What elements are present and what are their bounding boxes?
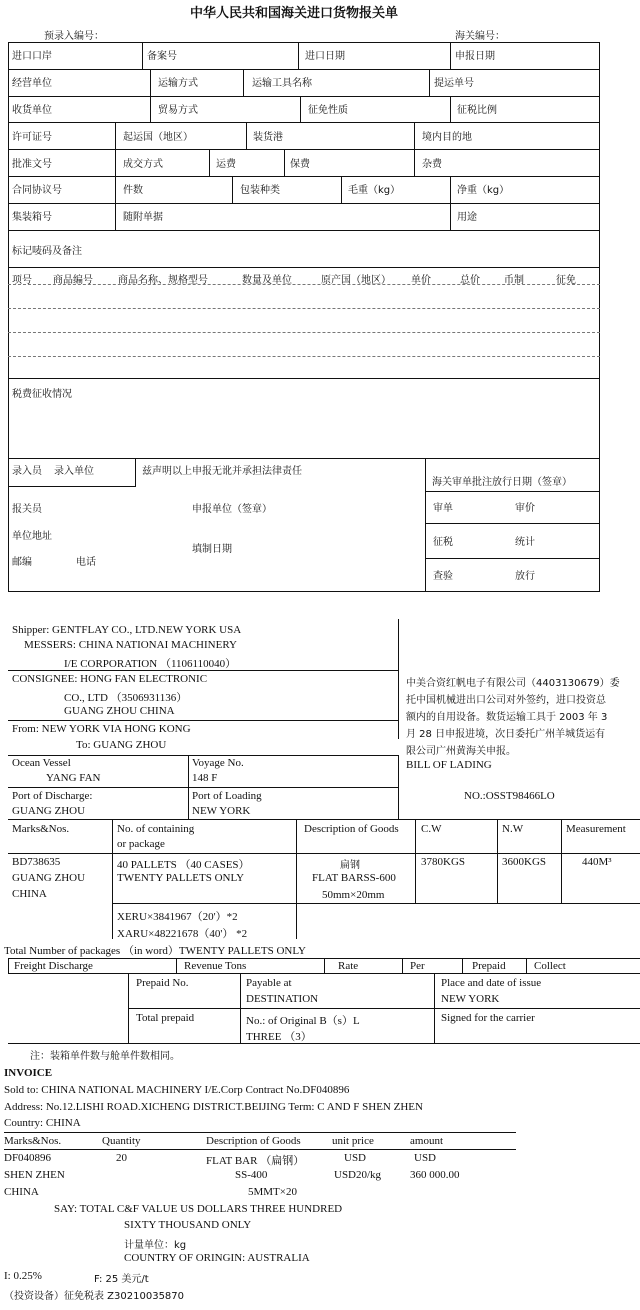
- field-domestic-destination: 境内目的地: [422, 132, 472, 143]
- item-divider: [8, 284, 600, 285]
- route-from: From: NEW YORK VIA HONG KONG: [12, 723, 191, 735]
- prepaid-label: Prepaid: [472, 960, 506, 972]
- original-bl: No.: of Original B（s）L: [246, 1015, 360, 1027]
- measurement-unit: 计量单位：kg: [124, 1240, 187, 1251]
- col-line: [561, 819, 562, 903]
- cw-value: 3780KGS: [421, 856, 466, 868]
- col-line: [398, 755, 399, 819]
- price-review-label: 审价: [515, 503, 535, 514]
- row-line: [4, 1132, 516, 1133]
- package-1: 40 PALLETS （40 CASES）: [117, 859, 250, 871]
- col-line: [142, 42, 143, 69]
- voyage-label: Voyage No.: [192, 757, 244, 769]
- row-line: [425, 523, 600, 524]
- item-header-no: 项号: [12, 275, 32, 286]
- item-header-exemption: 征免: [556, 275, 576, 286]
- messers-corp: I/E CORPORATION （1106110040）: [64, 658, 237, 670]
- row-line: [425, 491, 600, 492]
- field-bill-no: 提运单号: [434, 78, 474, 89]
- col-cw: C.W: [421, 823, 442, 835]
- say-total-2: SIXTY THOUSAND ONLY: [124, 1219, 252, 1231]
- sold-to: Sold to: CHINA NATIONAL MACHINERY I/E.Corp Contract No.DF040896: [4, 1084, 350, 1096]
- col-line: [112, 819, 113, 939]
- field-net-weight: 净重（kg）: [457, 185, 510, 196]
- form-border-right: [599, 42, 600, 592]
- field-gross-weight: 毛重（kg）: [348, 185, 401, 196]
- goods-cn: 扁钢: [340, 860, 360, 871]
- col-line: [115, 203, 116, 230]
- col-line: [150, 69, 151, 96]
- col-line: [414, 122, 415, 149]
- col-line: [176, 958, 177, 973]
- field-attached-docs: 随附单据: [123, 212, 163, 223]
- revenue-tons: Revenue Tons: [184, 960, 247, 972]
- original-bl-value: THREE （3）: [246, 1031, 312, 1043]
- marks-remarks-label: 标记唛码及备注: [12, 246, 82, 257]
- signed-for-carrier: Signed for the carrier: [441, 1012, 535, 1024]
- loading-port-label: Port of Loading: [192, 790, 262, 802]
- bill-of-lading-title: BILL OF LADING: [406, 759, 492, 771]
- shipper: Shipper: GENTFLAY CO., LTD.NEW YORK USA: [12, 624, 242, 636]
- field-usage: 用途: [457, 212, 477, 223]
- row-line: [8, 819, 640, 820]
- invoice-country: Country: CHINA: [4, 1117, 81, 1129]
- invoice-col-quantity: Quantity: [102, 1135, 141, 1147]
- col-measurement: Measurement: [566, 823, 626, 835]
- col-containing: No. of containing: [117, 823, 195, 835]
- field-contract-no: 合同协议号: [12, 185, 62, 196]
- package-2: TWENTY PALLETS ONLY: [117, 872, 245, 884]
- col-line: [425, 458, 426, 592]
- total-prepaid: Total prepaid: [136, 1012, 195, 1024]
- bill-of-lading-number: NO.:OSST98466LO: [464, 790, 555, 802]
- marks-1: BD738635: [12, 856, 61, 868]
- per-label: Per: [410, 960, 425, 972]
- item-header-origin: 原产国（地区）: [321, 275, 391, 286]
- invoice-row-unit-price: USD: [344, 1152, 367, 1164]
- inspection-label: 查验: [433, 571, 453, 582]
- marks-2: GUANG ZHOU: [12, 872, 86, 884]
- entry-unit-label: 录入单位: [54, 466, 94, 477]
- col-line: [450, 203, 451, 230]
- field-pieces: 件数: [123, 185, 143, 196]
- field-misc-fee: 杂费: [422, 159, 442, 170]
- field-freight: 运费: [216, 159, 236, 170]
- entry-clerk-label: 录入员: [12, 466, 42, 477]
- col-line: [284, 149, 285, 176]
- form-title: 中华人民共和国海关进口货物报关单: [190, 6, 399, 21]
- messers: MESSERS: CHINA NATIONAI MACHINERY: [24, 639, 237, 651]
- row-line: [112, 903, 640, 904]
- declaring-unit-label: 申报单位（签章）: [192, 504, 272, 515]
- review-label: 审单: [433, 503, 453, 514]
- fill-date-label: 填制日期: [192, 544, 232, 555]
- field-exemption-nature: 征免性质: [308, 105, 348, 116]
- postcode-label: 邮编: [12, 557, 32, 568]
- col-line: [398, 619, 399, 739]
- invoice-col-description: Description of Goods: [206, 1135, 301, 1147]
- row-line: [8, 149, 600, 150]
- invoice-row-amount: USD: [414, 1152, 437, 1164]
- col-line: [135, 458, 136, 486]
- declarant-label: 报关员: [12, 504, 42, 515]
- field-insurance: 保费: [290, 159, 310, 170]
- col-line: [450, 176, 451, 203]
- col-line: [415, 819, 416, 903]
- customs-approval-label: 海关审单批注放行日期（签章）: [432, 477, 572, 488]
- nw-value: 3600KGS: [502, 856, 547, 868]
- col-line: [246, 122, 247, 149]
- voyage-number: 148 F: [192, 772, 218, 784]
- row-line: [425, 558, 600, 559]
- row-line: [8, 787, 398, 788]
- field-license-no: 许可证号: [12, 132, 52, 143]
- field-trade-mode: 贸易方式: [158, 105, 198, 116]
- note-line: 托中国机械进出口公司对外签约，进口投资总: [406, 695, 606, 706]
- form-border-bottom: [8, 591, 600, 592]
- col-line: [232, 176, 233, 203]
- row-line: [8, 96, 600, 97]
- rate-label: Rate: [338, 960, 359, 972]
- tax-collection-label: 税费征收情况: [12, 389, 72, 400]
- row-line: [8, 378, 600, 379]
- tax-collect-label: 征税: [433, 537, 453, 548]
- col-line: [450, 42, 451, 69]
- invoice-row-description: FLAT BAR （扁钢）: [206, 1155, 305, 1167]
- col-line: [243, 69, 244, 96]
- field-approval-no: 批准文号: [12, 159, 52, 170]
- col-line: [462, 958, 463, 973]
- field-package-type: 包装种类: [240, 185, 280, 196]
- field-vessel-name: 运输工具名称: [252, 78, 312, 89]
- form-border-top: [8, 42, 600, 43]
- note-line: 限公司广州黄海关申报。: [406, 746, 516, 757]
- discharge-port-label: Port of Discharge:: [12, 790, 93, 802]
- field-import-port: 进口口岸: [12, 51, 52, 62]
- invoice-row-marks: SHEN ZHEN: [4, 1169, 65, 1181]
- say-total: SAY: TOTAL C&F VALUE US DOLLARS THREE HUNDRED: [54, 1203, 343, 1215]
- route-to: To: GUANG ZHOU: [76, 739, 167, 751]
- marks-3: CHINA: [12, 888, 47, 900]
- invoice-row-marks: CHINA: [4, 1186, 39, 1198]
- release-label: 放行: [515, 571, 535, 582]
- note-line: 月 28 日申报进境，次日委托广州羊城货运有: [406, 729, 606, 740]
- invoice-col-marks: Marks&Nos.: [4, 1135, 62, 1147]
- form-border-left: [8, 42, 9, 592]
- item-header-unit-price: 单价: [411, 275, 431, 286]
- col-line: [341, 176, 342, 203]
- collect-label: Collect: [534, 960, 566, 972]
- item-divider: [8, 356, 600, 357]
- freight-rate: F: 25 美元/t: [94, 1274, 149, 1285]
- goods-size: 50mm×20mm: [322, 889, 385, 901]
- tax-exemption-form: （投资设备）征免税表 Z30210035870: [4, 1291, 185, 1302]
- invoice-address: Address: No.12.LISHI ROAD.XICHENG DISTRICT.BEIJING Term: C AND F SHEN ZHEN: [4, 1101, 423, 1113]
- field-business-unit: 经营单位: [12, 78, 52, 89]
- row-line: [8, 755, 398, 756]
- measurement-value: 440M³: [582, 856, 612, 868]
- item-header-qty: 数量及单位: [242, 275, 292, 286]
- item-header-name: 商品名称、规格型号: [118, 275, 208, 286]
- row-line: [8, 230, 600, 231]
- invoice-row-quantity: 20: [116, 1152, 127, 1164]
- note-line: 额内的自用设备。数货运输工具于 2003 年 3: [406, 712, 608, 723]
- item-header-total: 总价: [460, 275, 480, 286]
- invoice-row-amount: 360 000.00: [410, 1169, 460, 1181]
- col-line: [526, 958, 527, 973]
- field-tax-ratio: 征税比例: [457, 105, 497, 116]
- row-line: [8, 203, 600, 204]
- field-declaration-date: 申报日期: [455, 51, 495, 62]
- row-line: [8, 853, 640, 854]
- col-line: [150, 96, 151, 122]
- ocean-vessel-label: Ocean Vessel: [12, 757, 71, 769]
- col-line: [429, 69, 430, 96]
- col-line: [115, 122, 116, 149]
- row-line: [8, 458, 600, 459]
- country-of-origin: COUNTRY OF ORINGIN: AUSTRALIA: [124, 1252, 310, 1264]
- total-packages: Total Number of packages （in word）TWENTY PALLETS ONLY: [4, 945, 306, 957]
- ocean-vessel: YANG FAN: [46, 772, 101, 784]
- consignee: CONSIGNEE: HONG FAN ELECTRONIC: [12, 673, 208, 685]
- goods-en: FLAT BARSS-600: [312, 872, 396, 884]
- payable-at: Payable at: [246, 977, 292, 989]
- prepaid-no: Prepaid No.: [136, 977, 189, 989]
- consignee-ltd: CO., LTD （3506931136）: [64, 692, 188, 704]
- payable-destination: DESTINATION: [246, 993, 319, 1005]
- col-line: [8, 958, 9, 973]
- phone-label: 电话: [76, 557, 96, 568]
- col-line: [497, 819, 498, 903]
- row-line: [8, 69, 600, 70]
- field-container-no: 集装箱号: [12, 212, 52, 223]
- item-header-code: 商品编号: [53, 275, 93, 286]
- col-line: [209, 149, 210, 176]
- invoice-row-marks: DF040896: [4, 1152, 52, 1164]
- row-line: [128, 1008, 640, 1009]
- container-1: XERU×3841967（20'）*2: [117, 911, 238, 923]
- invoice-col-unit-price: unit price: [332, 1135, 374, 1147]
- col-line: [298, 42, 299, 69]
- field-deal-mode: 成交方式: [123, 159, 163, 170]
- place-of-issue-value: NEW YORK: [441, 993, 500, 1005]
- footnote: 注：装箱单件数与舱单件数相同。: [30, 1051, 180, 1062]
- col-description: Description of Goods: [304, 823, 399, 835]
- field-loading-port: 装货港: [253, 132, 283, 143]
- col-line: [115, 176, 116, 203]
- col-marks: Marks&Nos.: [12, 823, 70, 835]
- row-line: [8, 973, 640, 974]
- consignee-city: GUANG ZHOU CHINA: [64, 705, 175, 717]
- row-line: [8, 176, 600, 177]
- discharge-port: GUANG ZHOU: [12, 805, 86, 817]
- invoice-row-description: 5MMT×20: [248, 1186, 297, 1198]
- row-line: [8, 1043, 640, 1044]
- field-record-no: 备案号: [147, 51, 177, 62]
- item-divider: [8, 332, 600, 333]
- loading-port: NEW YORK: [192, 805, 251, 817]
- item-header-currency: 币制: [504, 275, 524, 286]
- statistics-label: 统计: [515, 537, 535, 548]
- col-nw: N.W: [502, 823, 524, 835]
- col-line: [115, 149, 116, 176]
- col-line: [296, 819, 297, 939]
- col-line: [324, 958, 325, 973]
- col-line: [450, 96, 451, 122]
- item-divider: [8, 308, 600, 309]
- row-line: [4, 1149, 516, 1150]
- invoice-row-description: SS-400: [235, 1169, 268, 1181]
- insurance-rate: I: 0.25%: [4, 1270, 42, 1282]
- freight-discharge: Freight Discharge: [14, 960, 93, 972]
- container-2: XARU×48221678（40'） *2: [117, 928, 248, 940]
- row-line: [8, 122, 600, 123]
- row-line: [8, 486, 136, 487]
- row-line: [8, 267, 600, 268]
- invoice-row-unit-price: USD20/kg: [334, 1169, 382, 1181]
- field-transport-mode: 运输方式: [158, 78, 198, 89]
- customs-number-label: 海关编号：: [455, 31, 505, 42]
- invoice-col-amount: amount: [410, 1135, 443, 1147]
- col-line: [300, 96, 301, 122]
- col-line: [402, 958, 403, 973]
- field-import-date: 进口日期: [305, 51, 345, 62]
- invoice-title: INVOICE: [4, 1067, 53, 1079]
- col-line: [414, 149, 415, 176]
- declaration-statement: 兹声明以上申报无讹并承担法律责任: [142, 466, 302, 477]
- pre-entry-number-label: 预录入编号：: [44, 31, 104, 42]
- col-containing-2: or package: [117, 838, 165, 850]
- field-origin-country: 起运国（地区）: [123, 132, 193, 143]
- row-line: [8, 720, 398, 721]
- note-line: 中美合资红帆电子有限公司（4403130679）委: [406, 678, 620, 689]
- field-consignee-unit: 收货单位: [12, 105, 52, 116]
- col-line: [188, 755, 189, 819]
- unit-address-label: 单位地址: [12, 531, 52, 542]
- place-of-issue: Place and date of issue: [441, 977, 542, 989]
